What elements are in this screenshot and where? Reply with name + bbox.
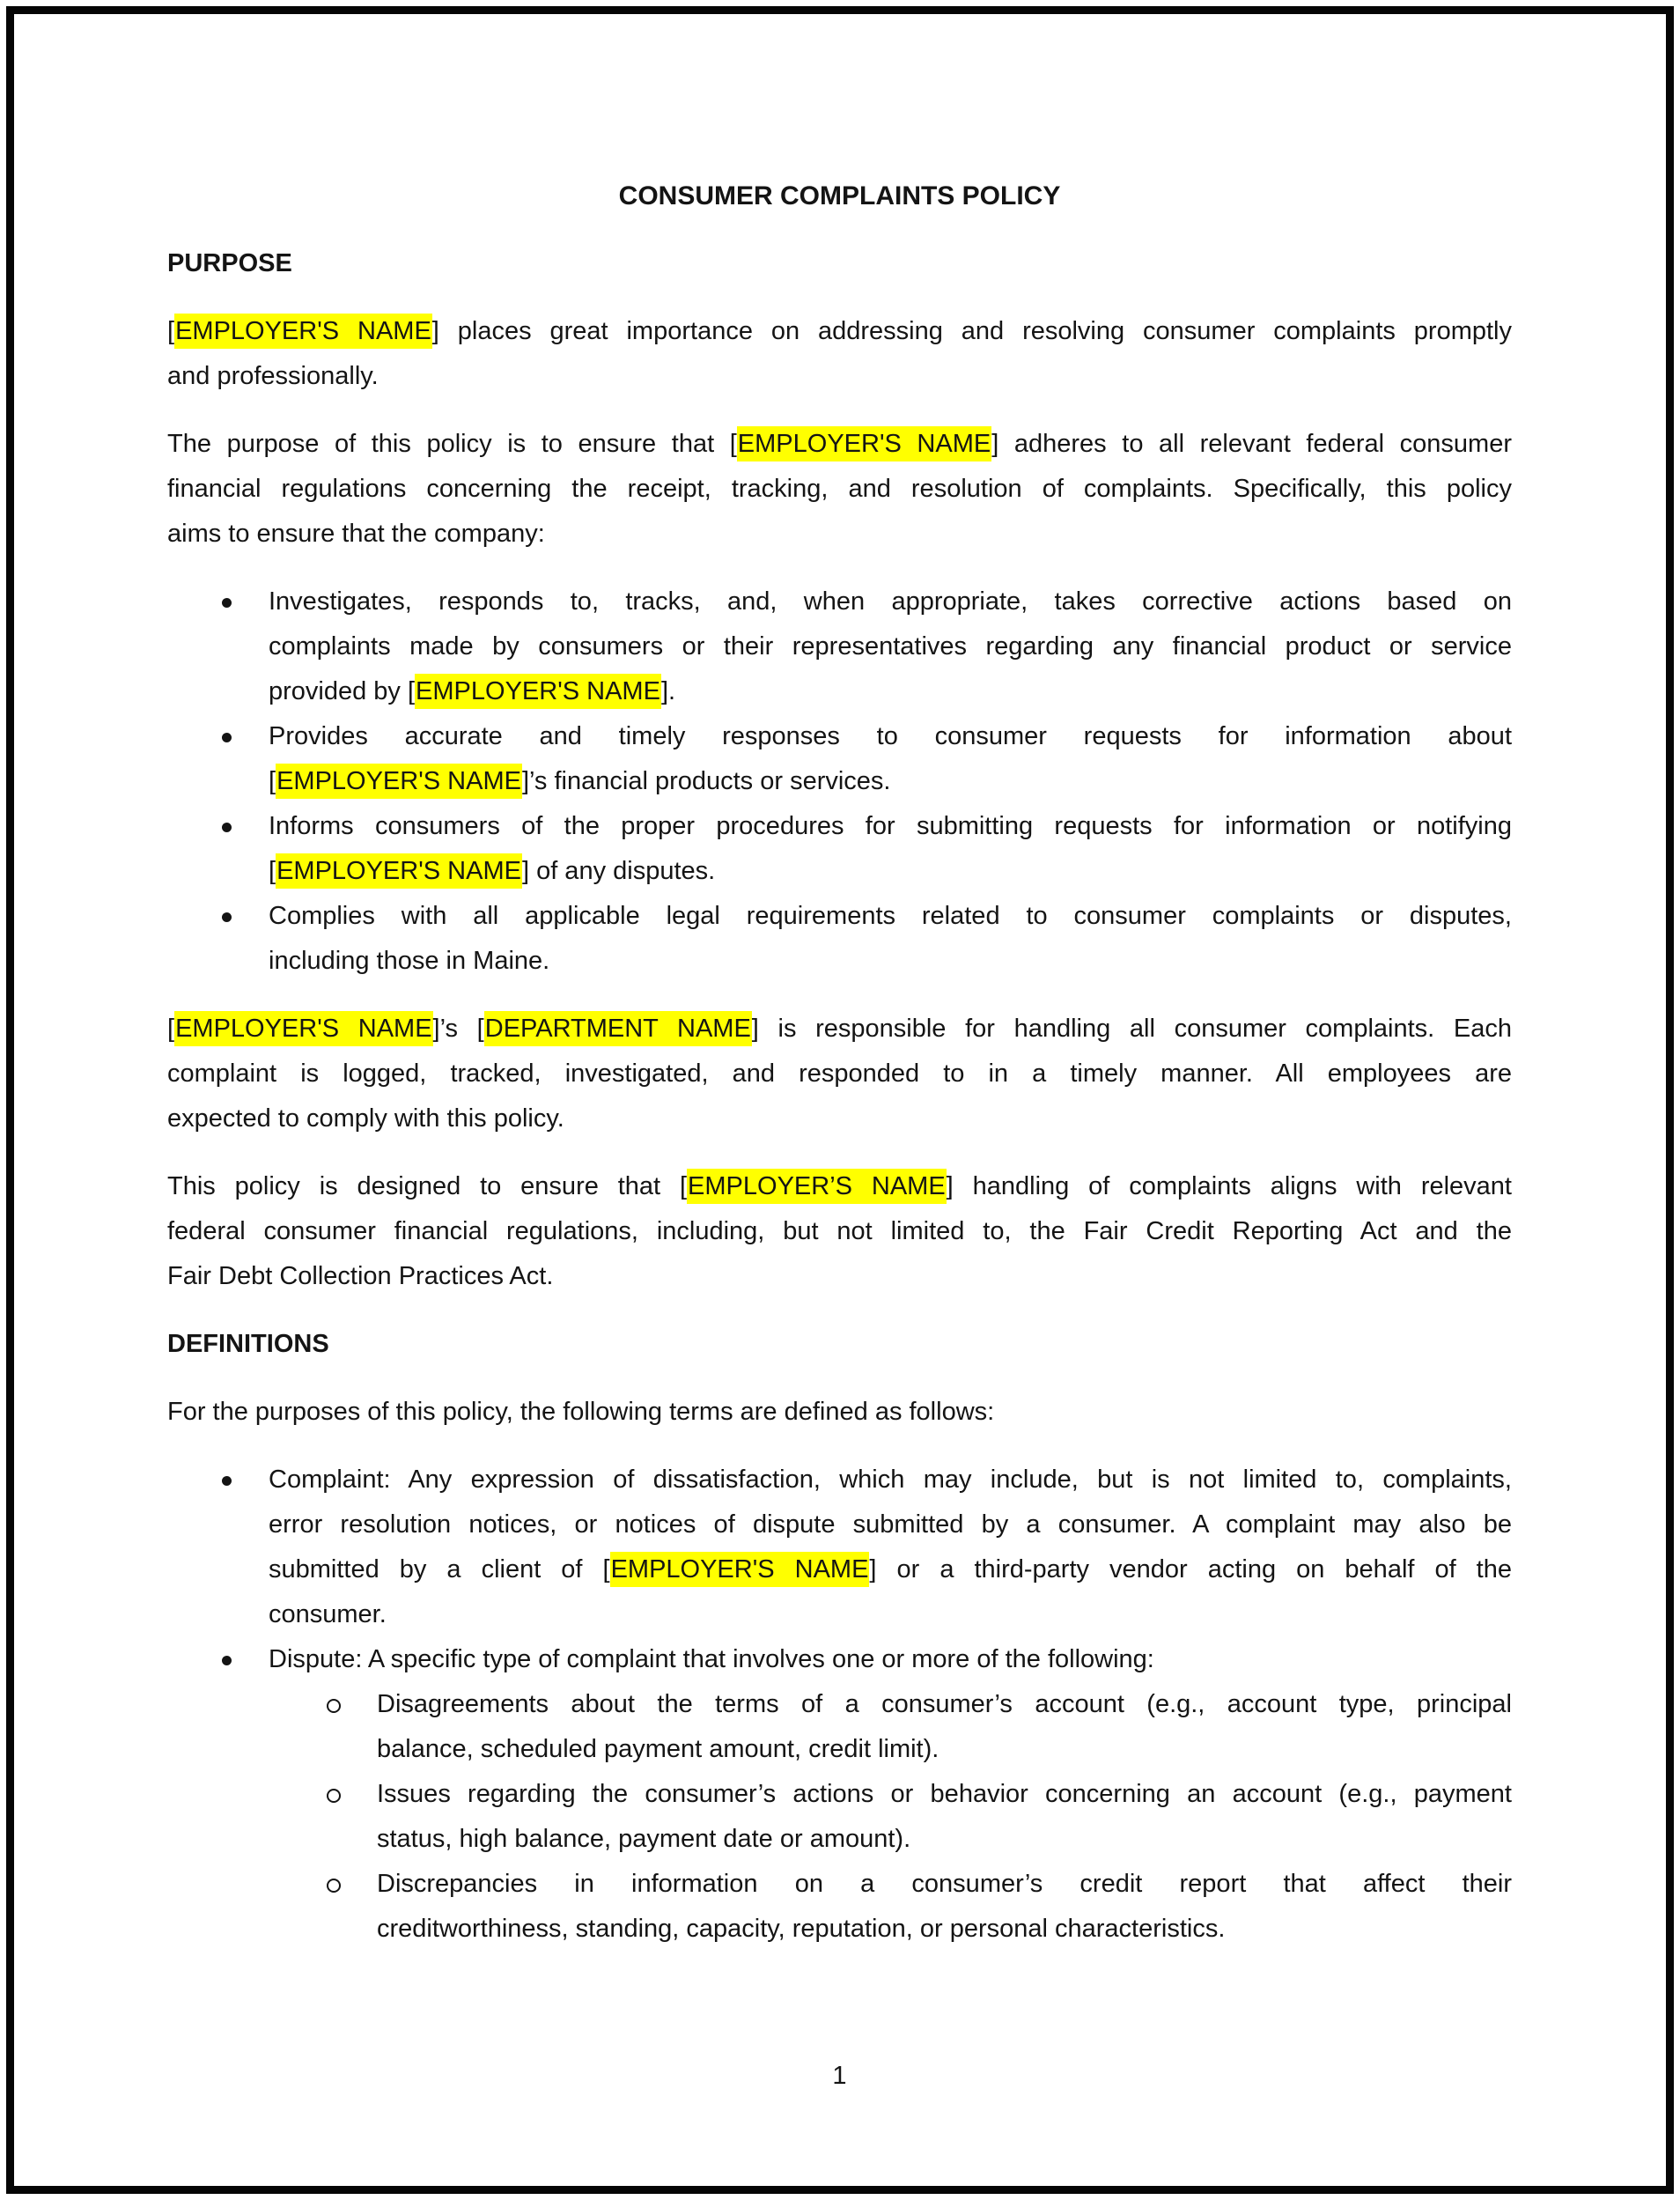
text-run: including those in Maine.	[269, 947, 550, 975]
bullet-ring	[327, 1879, 341, 1893]
bullet-icon	[222, 714, 239, 759]
text-run: Complies with all applicable legal requirements related to consumer complaints or disputes,	[269, 902, 1512, 930]
highlight-placeholder: EMPLOYER'S NAME	[276, 764, 522, 799]
text-line	[377, 1862, 1512, 1907]
list-item	[167, 804, 1512, 894]
text-line	[167, 1164, 1512, 1209]
text-run: ]’s [	[432, 1015, 484, 1043]
bullet-dot	[222, 598, 232, 608]
bullet-list	[167, 580, 1512, 984]
bullet-icon	[222, 580, 239, 624]
text-run: Provides accurate and timely responses to consumer requests for information about	[269, 722, 1512, 750]
list-item	[167, 894, 1512, 984]
text-run: Fair Debt Collection Practices Act.	[167, 1262, 554, 1290]
paragraph	[167, 1007, 1512, 1141]
bullet-dot	[222, 912, 232, 922]
text-run: Informs consumers of the proper procedures for submitting requests for information or notifying	[269, 812, 1512, 840]
highlight-placeholder: EMPLOYER'S NAME	[737, 426, 991, 461]
text-line	[167, 1052, 1512, 1096]
text-run: ]’s financial products or services.	[521, 767, 891, 795]
circle-bullet-icon	[327, 1772, 344, 1817]
text-line	[377, 1772, 1512, 1817]
text-run: status, high balance, payment date or amount).	[377, 1825, 911, 1853]
text-run: ] of any disputes.	[521, 857, 716, 885]
text-line	[377, 1907, 1512, 1952]
paragraph	[167, 1390, 1512, 1435]
text-line	[269, 1502, 1512, 1547]
text-line	[269, 1458, 1512, 1502]
text-line	[377, 1682, 1512, 1727]
text-run: provided by [	[269, 677, 416, 705]
text-run: expected to comply with this policy.	[167, 1104, 564, 1133]
text-run: error resolution notices, or notices of dispute submitted by a consumer. A complaint may also be	[269, 1510, 1512, 1539]
text-run: ] adheres to all relevant federal consumer	[991, 430, 1512, 458]
text-run: Discrepancies in information on a consumer’s credit report that affect their	[377, 1870, 1512, 1898]
bullet-dot	[222, 823, 232, 832]
section-heading: DEFINITIONS	[167, 1330, 329, 1358]
text-line	[167, 1096, 1512, 1141]
text-line	[167, 1007, 1512, 1052]
highlight-placeholder: EMPLOYER’S NAME	[687, 1169, 947, 1204]
text-run: consumer.	[269, 1600, 387, 1628]
text-line	[167, 354, 1512, 399]
document-title: CONSUMER COMPLAINTS POLICY	[618, 181, 1061, 210]
text-line	[269, 1592, 1512, 1637]
text-line	[269, 849, 1512, 894]
highlight-placeholder: EMPLOYER'S NAME	[174, 314, 432, 349]
text-line	[269, 759, 1512, 804]
highlight-placeholder: EMPLOYER'S NAME	[276, 853, 522, 889]
bullet-icon	[222, 804, 239, 849]
text-run: financial regulations concerning the receipt, tracking, and resolution of complaints. Specifically, this policy	[167, 475, 1512, 503]
list-item	[167, 1682, 1512, 1772]
bullet-dot	[222, 733, 232, 742]
text-run: [	[167, 1015, 175, 1043]
paragraph	[167, 422, 1512, 557]
text-run: ] or a third-party vendor acting on behalf of the	[869, 1555, 1512, 1584]
paragraph	[167, 309, 1512, 399]
text-line	[167, 1254, 1512, 1299]
bullet-icon	[222, 1637, 239, 1682]
highlight-placeholder: EMPLOYER'S NAME	[415, 674, 661, 709]
bullet-icon	[222, 894, 239, 939]
text-run: The purpose of this policy is to ensure that [	[167, 430, 737, 458]
text-line	[167, 422, 1512, 467]
text-run: Investigates, responds to, tracks, and, when appropriate, takes corrective actions based on	[269, 587, 1512, 616]
bullet-ring	[327, 1789, 341, 1803]
text-run: complaint is logged, tracked, investigated, and responded to in a timely manner. All employees are	[167, 1059, 1512, 1088]
circle-bullet-icon	[327, 1682, 344, 1727]
text-line	[377, 1817, 1512, 1862]
text-run: Disagreements about the terms of a consumer’s account (e.g., account type, principal	[377, 1690, 1512, 1718]
section-heading: PURPOSE	[167, 249, 292, 277]
text-run: complaints made by consumers or their representatives regarding any financial product or service	[269, 632, 1512, 661]
text-line	[269, 804, 1512, 849]
text-run: [	[269, 767, 276, 795]
page-number: 1	[832, 2062, 847, 2090]
bullet-dot	[222, 1656, 232, 1665]
text-line	[167, 309, 1512, 354]
list-item	[167, 1862, 1512, 1952]
text-run: Issues regarding the consumer’s actions or behavior concerning an account (e.g., payment	[377, 1780, 1512, 1808]
text-line	[269, 669, 1512, 714]
text-line	[167, 467, 1512, 512]
text-run: Dispute: A specific type of complaint that involves one or more of the following:	[269, 1645, 1154, 1673]
bullet-dot	[222, 1476, 232, 1486]
text-run: federal consumer financial regulations, including, but not limited to, the Fair Credit Reporting Act and the	[167, 1217, 1512, 1245]
text-line	[269, 1637, 1512, 1682]
text-run: For the purposes of this policy, the following terms are defined as follows:	[167, 1398, 995, 1426]
text-run: ] handling of complaints aligns with relevant	[946, 1172, 1512, 1200]
list-item	[167, 1637, 1512, 1682]
text-run: ] places great importance on addressing and resolving consumer complaints promptly	[431, 317, 1512, 345]
list-item	[167, 1458, 1512, 1637]
list-item	[167, 714, 1512, 804]
text-line	[377, 1727, 1512, 1772]
text-run: ].	[660, 677, 676, 705]
document-blocks	[167, 241, 1512, 1952]
text-run: [	[269, 857, 276, 885]
text-line	[269, 939, 1512, 984]
text-line	[269, 580, 1512, 624]
text-run: ] is responsible for handling all consumer complaints. Each	[751, 1015, 1512, 1043]
paragraph	[167, 1164, 1512, 1299]
text-run: balance, scheduled payment amount, credit limit).	[377, 1735, 939, 1763]
highlight-placeholder: DEPARTMENT NAME	[484, 1011, 752, 1046]
highlight-placeholder: EMPLOYER'S NAME	[174, 1011, 432, 1046]
text-line	[269, 624, 1512, 669]
text-run: [	[167, 317, 175, 345]
text-run: This policy is designed to ensure that [	[167, 1172, 688, 1200]
text-line	[269, 894, 1512, 939]
text-run: submitted by a client of [	[269, 1555, 610, 1584]
text-line	[167, 1390, 1512, 1435]
document-body	[167, 173, 1512, 1975]
text-run: aims to ensure that the company:	[167, 520, 545, 548]
bullet-list	[167, 1458, 1512, 1952]
text-line	[269, 714, 1512, 759]
text-line	[167, 1209, 1512, 1254]
text-line	[167, 512, 1512, 557]
bullet-icon	[222, 1458, 239, 1502]
text-run: creditworthiness, standing, capacity, reputation, or personal characteristics.	[377, 1915, 1226, 1943]
highlight-placeholder: EMPLOYER'S NAME	[610, 1552, 870, 1587]
circle-bullet-icon	[327, 1862, 344, 1907]
text-run: and professionally.	[167, 362, 379, 390]
bullet-ring	[327, 1699, 341, 1713]
text-line	[269, 1547, 1512, 1592]
text-run: Complaint: Any expression of dissatisfaction, which may include, but is not limited to, complaints,	[269, 1465, 1512, 1494]
list-item	[167, 1772, 1512, 1862]
list-item	[167, 580, 1512, 714]
